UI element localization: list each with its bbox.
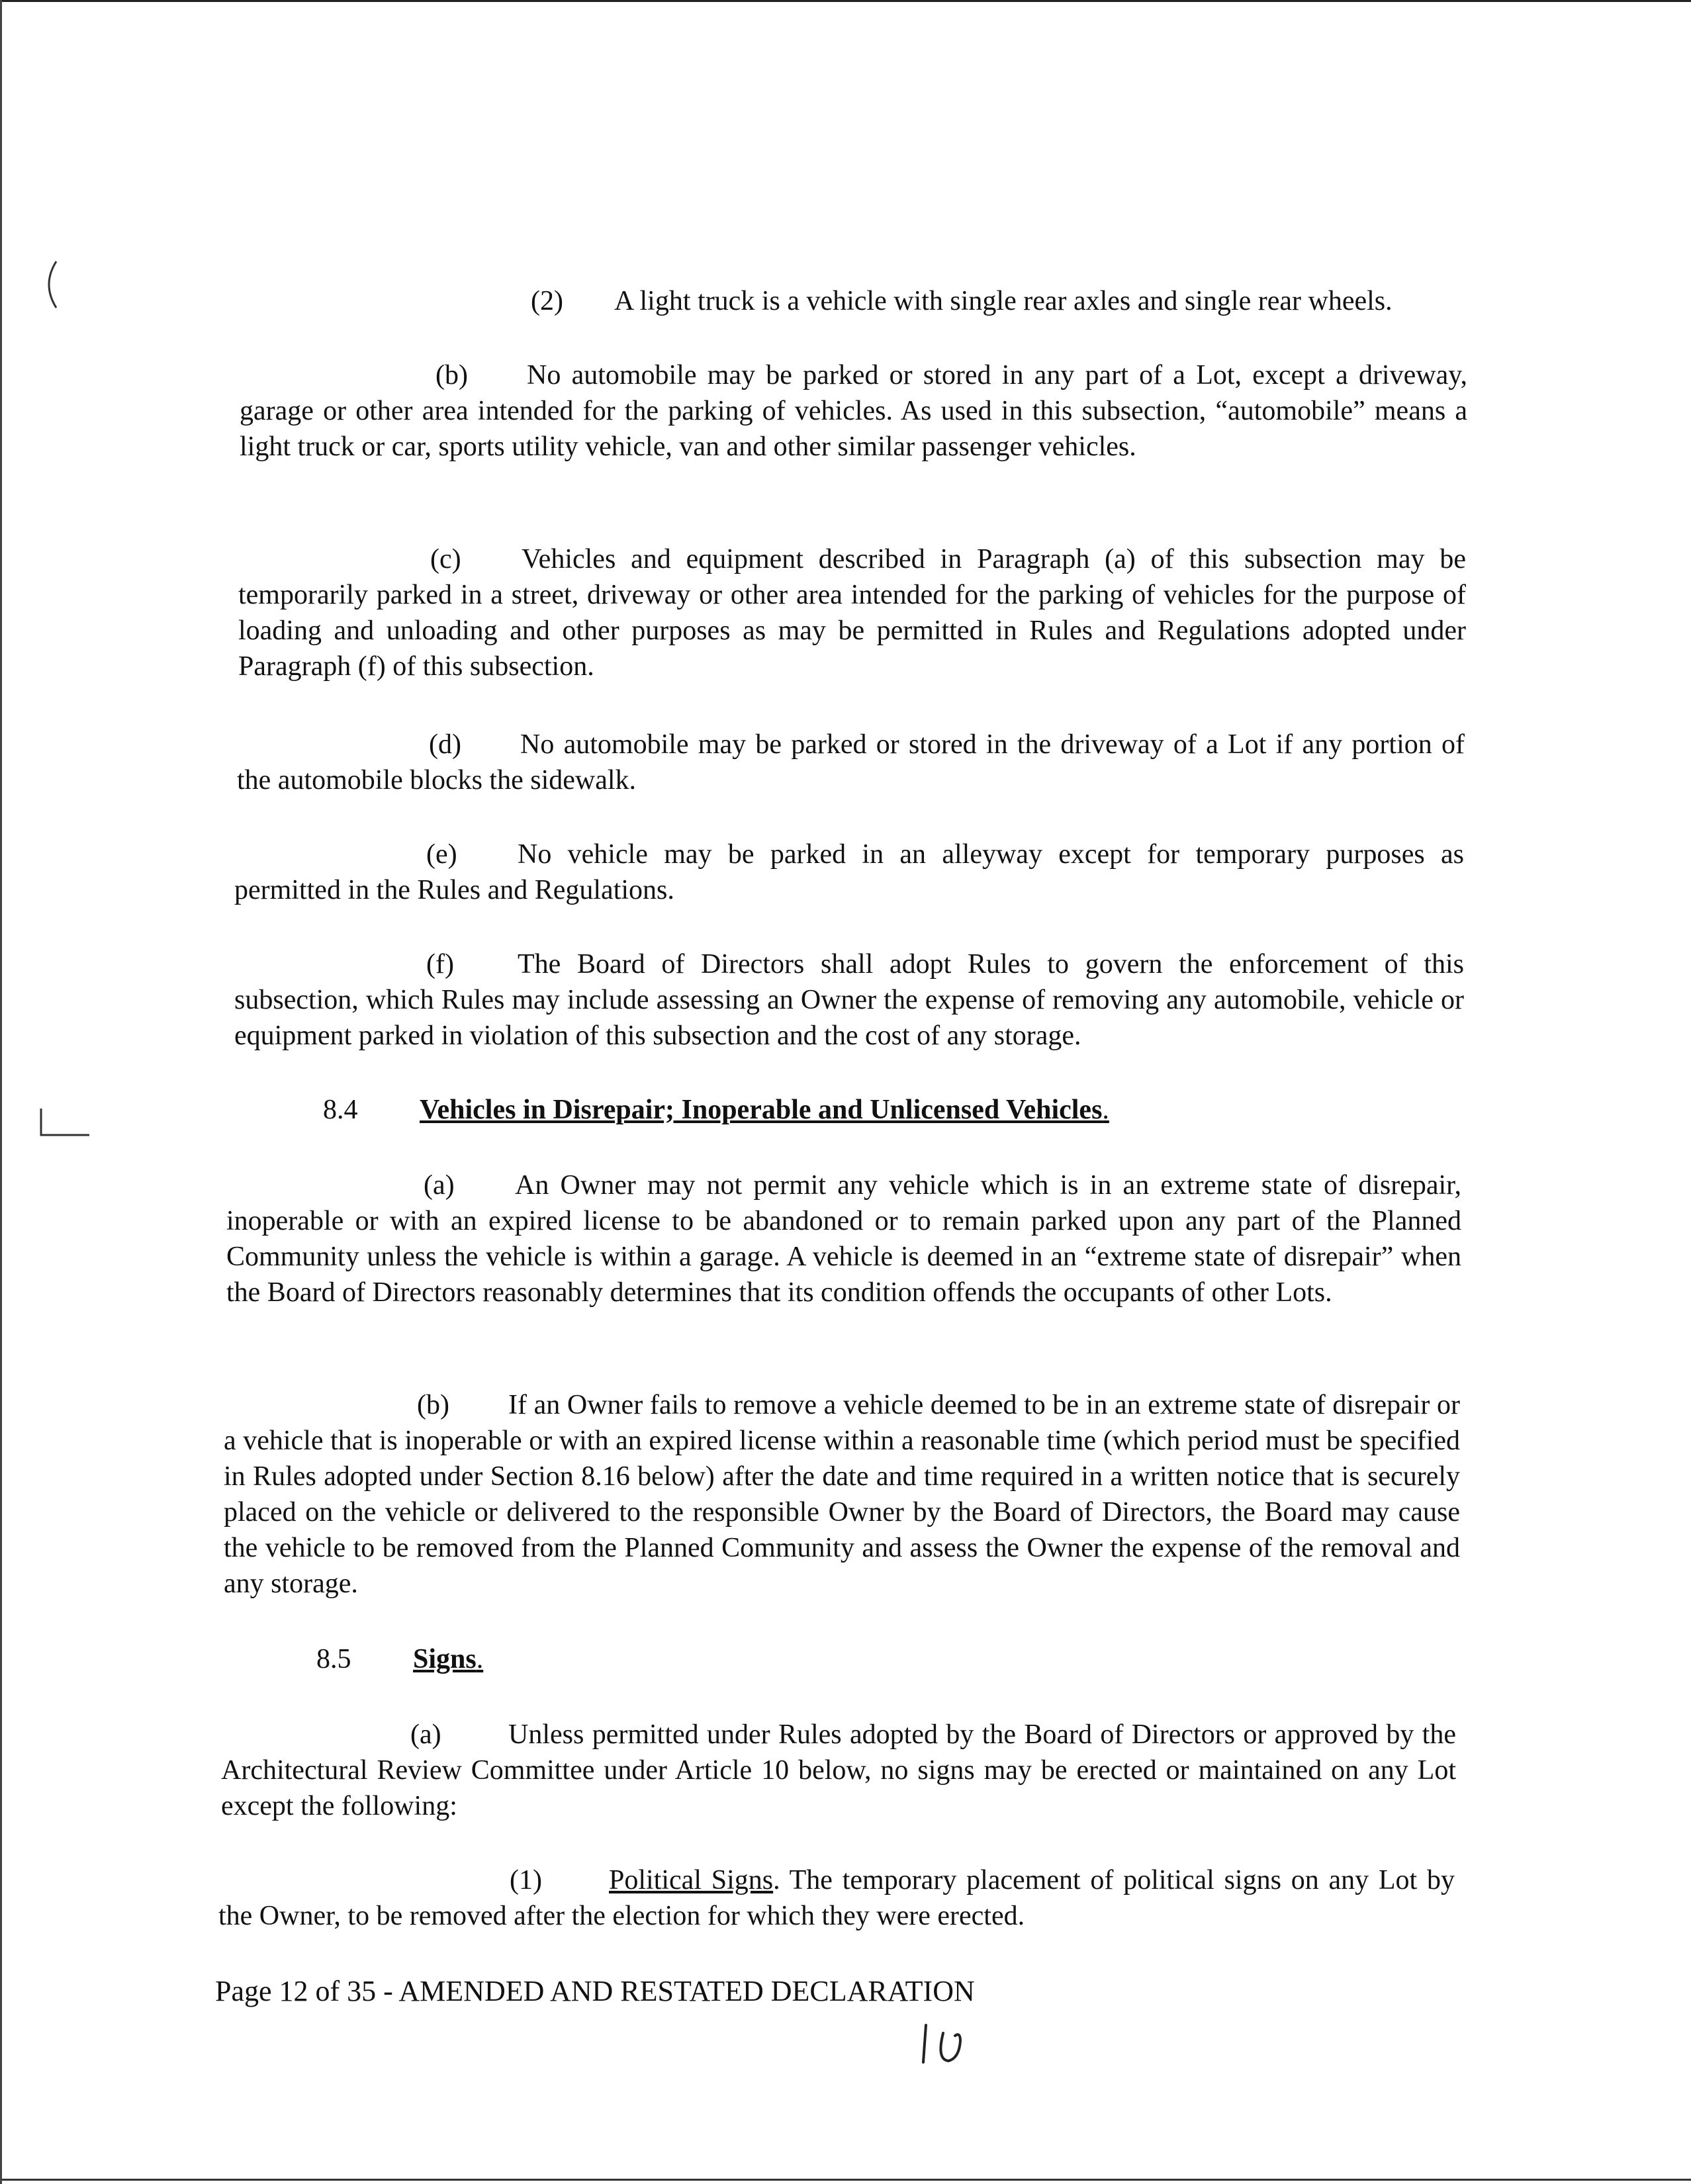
section-8-5-paragraph-a1 <box>218 1862 1455 1934</box>
paragraph-label: (e) <box>426 839 457 870</box>
paragraph-text: No automobile may be parked or stored in the driveway of a Lot if any portion of the automobile blocks the sidewalk. <box>237 729 1465 796</box>
section-number: 8.5 <box>316 1644 351 1674</box>
paragraph-e <box>234 837 1464 908</box>
page-edge-top <box>0 0 1691 2</box>
paragraph-label: (c) <box>430 544 461 574</box>
paragraph-text: No automobile may be parked or stored in any part of a Lot, except a driveway, garage or other area intended for the parking of vehicles. As used in this subsection, “automobile” means a light truck or car, sports utility vehicle, van and other similar passenger vehicles. <box>240 360 1467 462</box>
paragraph-f <box>234 946 1464 1054</box>
section-title-text: Signs <box>413 1644 477 1674</box>
paragraph-label: (2) <box>531 286 563 316</box>
section-title-text: Vehicles in Disrepair; Inoperable and Unlicensed Vehicles <box>420 1095 1103 1125</box>
section-8-5-heading <box>316 1641 713 1677</box>
paragraph-label: (b) <box>417 1390 449 1420</box>
paragraph-b <box>240 357 1467 465</box>
section-8-4-paragraph-b <box>224 1387 1460 1602</box>
section-title <box>413 1641 483 1677</box>
paragraph-label: (a) <box>424 1170 455 1201</box>
paragraph-subtitle: Political Signs <box>609 1865 774 1895</box>
paragraph-c <box>238 541 1466 684</box>
section-8-4-paragraph-a <box>226 1167 1461 1310</box>
paragraph-text: A light truck is a vehicle with single rear axles and single rear wheels. <box>614 286 1393 316</box>
paragraph-text: An Owner may not permit any vehicle which is in an extreme state of disrepair, inoperable or with an expired license to be abandoned or to remain parked upon any part of the Planned Community unless the vehicle is within a garage. A vehicle is deemed in an “extreme state of disrepair” when the Board of Directors reasonably determines that its condition offends the occupants of other Lots. <box>226 1170 1461 1308</box>
section-title-punct: . <box>476 1644 484 1674</box>
handwritten-page-number <box>917 2019 976 2071</box>
paragraph-label: (b) <box>435 360 468 390</box>
paragraph-label: (a) <box>410 1719 441 1750</box>
paragraph-label: (1) <box>510 1865 542 1895</box>
paragraph-text: Unless permitted under Rules adopted by the Board of Directors or approved by the Architectural Review Committee under Article 10 below, no signs may be erected or maintained on any Lot except the following: <box>221 1719 1456 1821</box>
paragraph-label: (f) <box>426 949 454 979</box>
paragraph-text: If an Owner fails to remove a vehicle deemed to be in an extreme state of disrepair or a vehicle that is inoperable or with an expired license within a reasonable time (which period must be specified in Rules adopted under Section 8.16 below) after the date and time required in a written notice that is securely placed on the vehicle or delivered to the responsible Owner by the Board of Directors, the Board may cause the vehicle to be removed from the Planned Community and assess the Owner the expense of the removal and any storage. <box>224 1390 1460 1599</box>
paragraph-text: No vehicle may be parked in an alleyway except for temporary purposes as permitted in the Rules and Regulations. <box>234 839 1464 905</box>
page-edge-bottom <box>0 2179 1691 2181</box>
scan-mark-corner <box>26 1105 93 1145</box>
section-number: 8.4 <box>323 1095 358 1125</box>
section-8-5-paragraph-a <box>221 1717 1456 1824</box>
section-title-punct: . <box>1102 1095 1109 1125</box>
paragraph-text: The Board of Directors shall adopt Rules to govern the enforcement of this subsection, which Rules may include assessing an Owner the expense of removing any automobile, vehicle or equipment parked in violation of this subsection and the cost of any storage. <box>234 949 1464 1051</box>
paragraph-text: Vehicles and equipment described in Paragraph (a) of this subsection may be temporarily parked in a street, driveway or other area intended for the parking of vehicles for the purpose of loading and unloading and other purposes as may be permitted in Rules and Regulations adopted under Paragraph (f) of this subsection. <box>238 544 1466 682</box>
page-edge-left <box>0 0 2 2184</box>
section-8-4-heading <box>323 1092 1382 1128</box>
section-title <box>420 1092 1109 1128</box>
paragraph-text: . The temporary placement of political signs on any Lot by the Owner, to be removed after the election for which they were erected. <box>218 1865 1455 1931</box>
paragraph-d <box>237 727 1465 798</box>
paragraph-label: (d) <box>429 729 461 760</box>
scan-mark-bracket <box>36 258 63 311</box>
page-footer: Page 12 of 35 - AMENDED AND RESTATED DECLARATION <box>215 1975 975 2007</box>
